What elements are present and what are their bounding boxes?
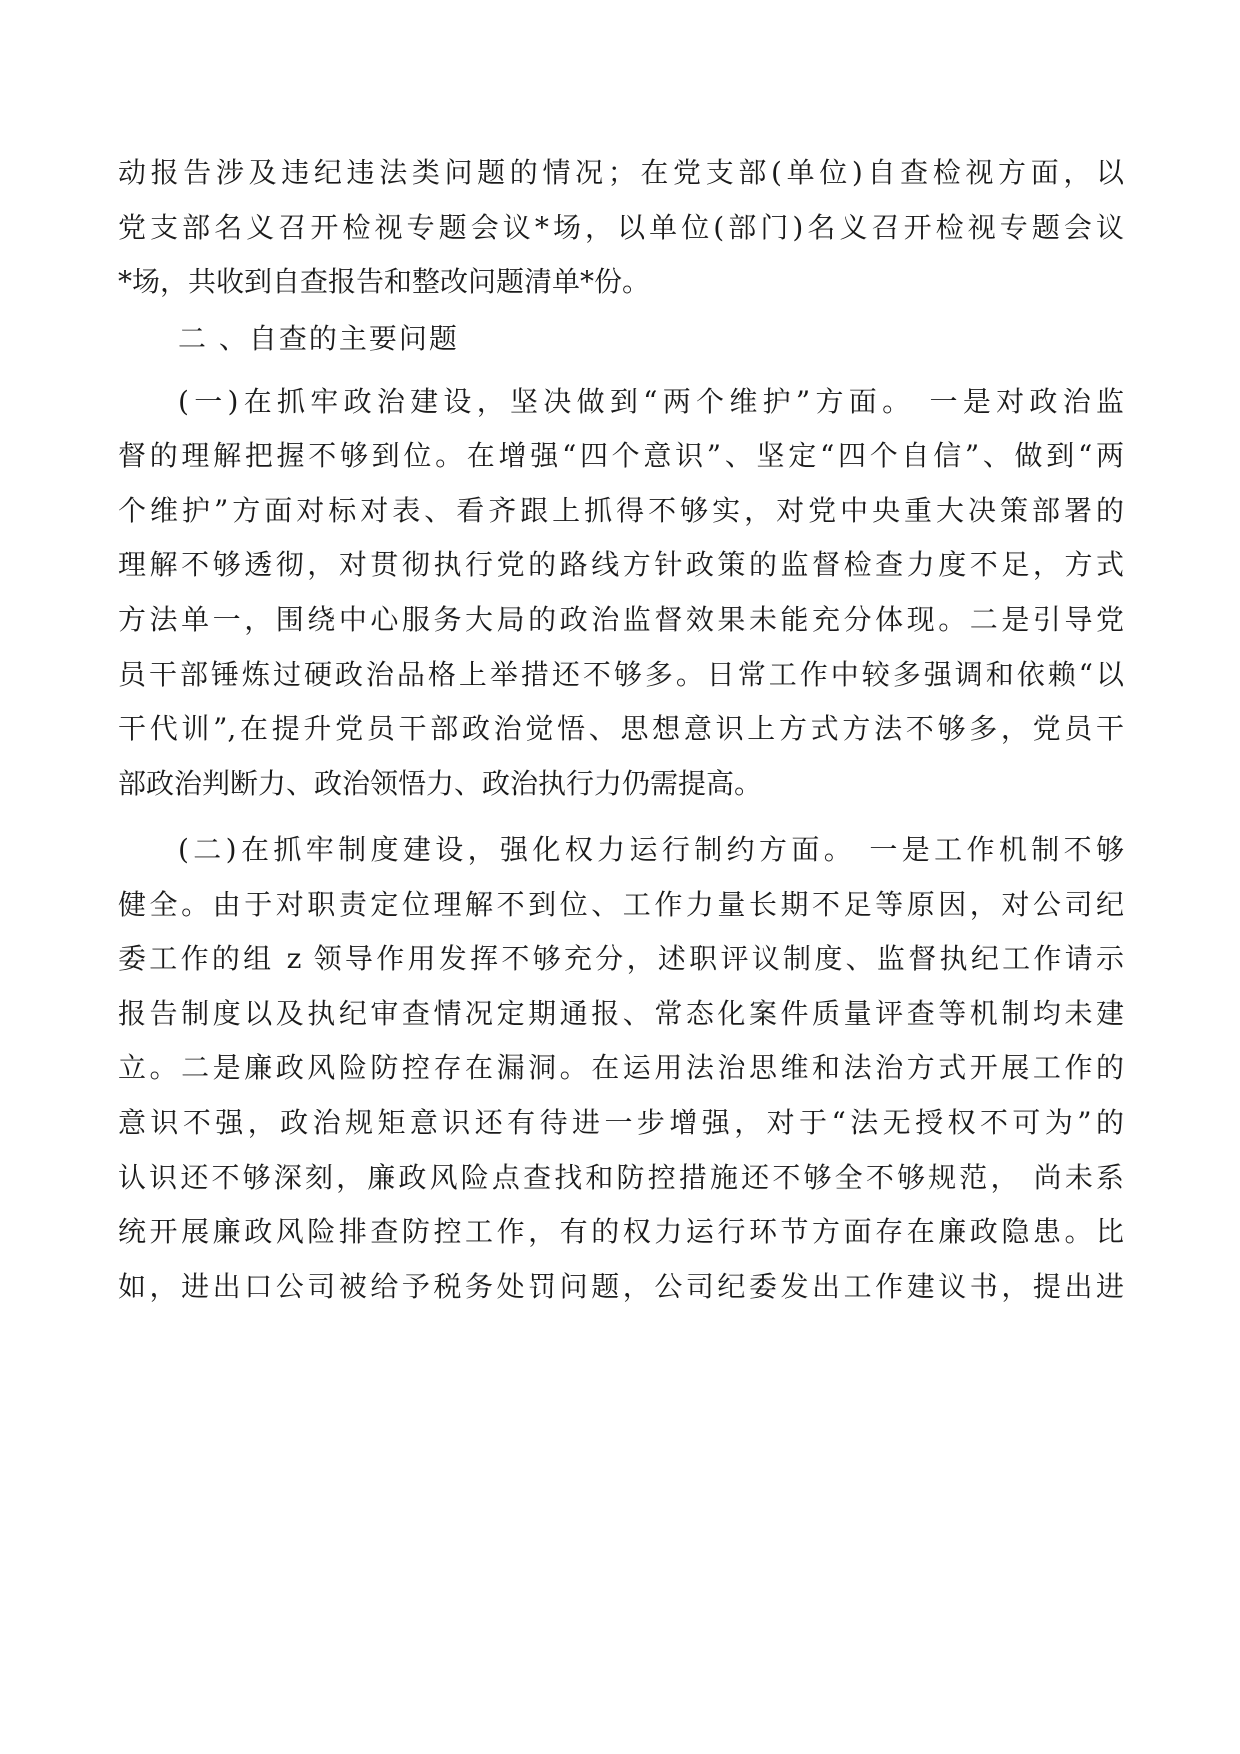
paragraph-line: 立。二是廉政风险防控存在漏洞。在运用法治思维和法治方式开展工作的 — [118, 1051, 1124, 1084]
paragraph-line: 员干部锤炼过硬政治品格上举措还不够多。日常工作中较多强调和依赖“以 — [118, 658, 1124, 691]
paragraph-line: 个维护”方面对标对表、看齐跟上抓得不够实，对党中央重大决策部署的 — [118, 494, 1124, 527]
section-heading: 二 、自查的主要问题 — [178, 322, 459, 355]
paragraph-line: 委工作的组 z 领导作用发挥不够充分，述职评议制度、监督执纪工作请示 — [118, 942, 1124, 975]
paragraph-line: 督的理解把握不够到位。在增强“四个意识”、坚定“四个自信”、做到“两 — [118, 439, 1124, 472]
paragraph-line: *场，共收到自查报告和整改问题清单*份。 — [118, 265, 651, 298]
paragraph-line: 干代训”,在提升党员干部政治觉悟、思想意识上方式方法不够多，党员干 — [118, 712, 1124, 745]
paragraph-line: 方法单一，围绕中心服务大局的政治监督效果未能充分体现。二是引导党 — [118, 603, 1124, 636]
paragraph-line: 认识还不够深刻，廉政风险点查找和防控措施还不够全不够规范， 尚未系 — [118, 1161, 1124, 1194]
paragraph-line: 报告制度以及执纪审查情况定期通报、常态化案件质量评查等机制均未建 — [118, 997, 1124, 1030]
paragraph-line: 健全。由于对职责定位理解不到位、工作力量长期不足等原因，对公司纪 — [118, 888, 1124, 921]
paragraph-line: (一)在抓牢政治建设，坚决做到“两个维护”方面。 一是对政治监 — [178, 385, 1124, 418]
paragraph-line: 党支部名义召开检视专题会议*场，以单位(部门)名义召开检视专题会议 — [118, 211, 1124, 244]
paragraph-line: 动报告涉及违纪违法类问题的情况；在党支部(单位)自查检视方面，以 — [118, 156, 1124, 189]
paragraph-line: 部政治判断力、政治领悟力、政治执行力仍需提高。 — [118, 767, 763, 800]
paragraph-line: (二)在抓牢制度建设，强化权力运行制约方面。 一是工作机制不够 — [178, 833, 1124, 866]
paragraph-line: 理解不够透彻，对贯彻执行党的路线方针政策的监督检查力度不足，方式 — [118, 548, 1124, 581]
paragraph-line: 统开展廉政风险排查防控工作，有的权力运行环节方面存在廉政隐患。比 — [118, 1215, 1124, 1248]
paragraph-line: 如，进出口公司被给予税务处罚问题，公司纪委发出工作建议书，提出进 — [118, 1270, 1124, 1303]
paragraph-line: 意识不强，政治规矩意识还有待进一步增强，对于“法无授权不可为”的 — [118, 1106, 1124, 1139]
